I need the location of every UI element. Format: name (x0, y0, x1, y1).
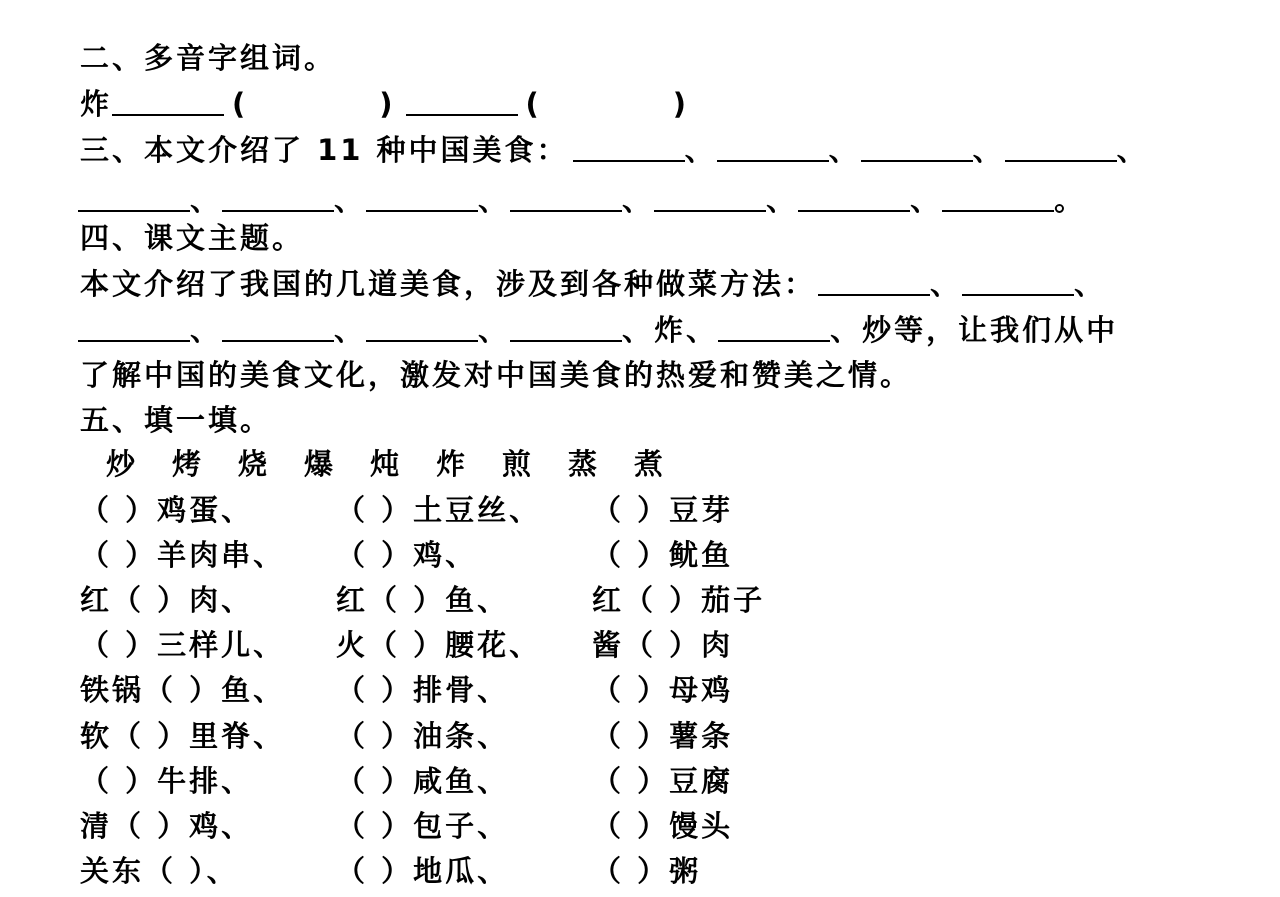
word-bank-item: 烧 (238, 447, 271, 481)
fill-row (0, 670, 1280, 710)
fill-item[interactable]: （ ）豆芽 (592, 493, 734, 527)
fill-item[interactable]: （ ）粥 (592, 854, 702, 888)
answer-blank[interactable] (573, 132, 685, 162)
word-bank-item: 炖 (370, 447, 403, 481)
separator: 、 (190, 183, 223, 217)
answer-blank[interactable] (861, 132, 973, 162)
pinyin-paren[interactable]: ( ) (525, 87, 689, 121)
fill-item[interactable]: （ ）牛排、 (80, 764, 254, 798)
separator: 、 (1116, 133, 1149, 167)
separator: 、 (1074, 267, 1107, 301)
fill-item[interactable]: 铁锅（ ）鱼、 (80, 673, 286, 707)
fill-item[interactable]: （ ）油条、 (336, 719, 510, 753)
answer-blank[interactable] (717, 132, 829, 162)
section4-text: 本文介绍了我国的几道美食，涉及到各种做菜方法： (80, 267, 817, 301)
fill-row (0, 851, 1280, 891)
section3-line2 (78, 180, 1086, 220)
answer-blank[interactable] (654, 182, 766, 212)
fill-item[interactable]: （ ）鸡蛋、 (80, 493, 254, 527)
answer-blank[interactable] (406, 86, 518, 116)
separator: 、 (190, 313, 223, 347)
fill-item[interactable]: 红（ ）鱼、 (336, 583, 510, 617)
separator: 、 (828, 133, 861, 167)
answer-blank[interactable] (78, 312, 190, 342)
fill-row (0, 806, 1280, 846)
answer-blank[interactable] (942, 182, 1054, 212)
fill-item[interactable]: （ ）羊肉串、 (80, 538, 286, 572)
fill-row (0, 535, 1280, 575)
polyphone-line (80, 84, 689, 124)
answer-blank[interactable] (1005, 132, 1117, 162)
method-chao-text: 、炒等，让我们从中 (830, 313, 1119, 347)
fill-item[interactable]: （ ）馒头 (592, 809, 734, 843)
fill-item[interactable]: 清（ ）鸡、 (80, 809, 254, 843)
answer-blank[interactable] (962, 266, 1074, 296)
fill-item[interactable]: （ ）咸鱼、 (336, 764, 510, 798)
word-bank (0, 444, 1280, 484)
word-bank-item: 烤 (172, 447, 205, 481)
separator: 、 (930, 267, 963, 301)
fill-item[interactable]: （ ）鸡、 (336, 538, 478, 572)
fill-item[interactable]: （ ）排骨、 (336, 673, 510, 707)
period: 。 (1054, 183, 1087, 217)
separator: 、 (334, 183, 367, 217)
fill-item[interactable]: 红（ ）肉、 (80, 583, 254, 617)
word-bank-item: 炒 (106, 447, 139, 481)
fill-row (0, 761, 1280, 801)
method-zha-text: 、炸、 (622, 313, 719, 347)
answer-blank[interactable] (366, 182, 478, 212)
answer-blank[interactable] (78, 182, 190, 212)
fill-item[interactable]: （ ）包子、 (336, 809, 510, 843)
answer-blank[interactable] (818, 266, 930, 296)
polyphone-char: 炸 (80, 87, 113, 121)
fill-row (0, 580, 1280, 620)
word-bank-item: 蒸 (568, 447, 601, 481)
answer-blank[interactable] (510, 312, 622, 342)
fill-item[interactable]: （ ）三样儿、 (80, 628, 286, 662)
fill-item[interactable]: 酱（ ）肉 (592, 628, 734, 662)
section3-line1 (80, 130, 1149, 170)
section2-heading: 二、多音字组词。 (80, 41, 337, 75)
separator: 、 (478, 183, 511, 217)
word-bank-item: 煎 (502, 447, 535, 481)
section4-line3: 了解中国的美食文化，激发对中国美食的热爱和赞美之情。 (80, 358, 913, 392)
fill-item[interactable]: 关东（ ）、 (80, 854, 239, 888)
word-bank-item: 爆 (304, 447, 337, 481)
fill-item[interactable]: （ ）薯条 (592, 719, 734, 753)
answer-blank[interactable] (510, 182, 622, 212)
section5-heading: 五、填一填。 (80, 403, 273, 437)
answer-blank[interactable] (112, 86, 224, 116)
answer-blank[interactable] (366, 312, 478, 342)
word-bank-item: 煮 (634, 447, 667, 481)
separator: 、 (766, 183, 799, 217)
fill-item[interactable]: （ ）鱿鱼 (592, 538, 734, 572)
fill-item[interactable]: 红（ ）茄子 (592, 583, 766, 617)
answer-blank[interactable] (718, 312, 830, 342)
section4-heading: 四、课文主题。 (80, 221, 305, 255)
fill-row (0, 625, 1280, 665)
fill-item[interactable]: （ ）母鸡 (592, 673, 734, 707)
fill-row (0, 716, 1280, 756)
fill-item[interactable]: 火（ ）腰花、 (336, 628, 542, 662)
separator: 、 (622, 183, 655, 217)
fill-item[interactable]: （ ）豆腐 (592, 764, 734, 798)
section3-heading: 三、本文介绍了 11 种中国美食： (80, 133, 569, 167)
word-bank-item: 炸 (436, 447, 469, 481)
fill-item[interactable]: （ ）地瓜、 (336, 854, 510, 888)
fill-row (0, 490, 1280, 530)
separator: 、 (972, 133, 1005, 167)
separator: 、 (478, 313, 511, 347)
answer-blank[interactable] (222, 312, 334, 342)
separator: 、 (910, 183, 943, 217)
answer-blank[interactable] (798, 182, 910, 212)
fill-item[interactable]: 软（ ）里脊、 (80, 719, 286, 753)
answer-blank[interactable] (222, 182, 334, 212)
pinyin-paren[interactable]: ( ) (232, 87, 396, 121)
separator: 、 (334, 313, 367, 347)
section4-line2 (78, 310, 1118, 350)
separator: 、 (684, 133, 717, 167)
fill-item[interactable]: （ ）土豆丝、 (336, 493, 542, 527)
section4-line1 (80, 264, 1106, 304)
